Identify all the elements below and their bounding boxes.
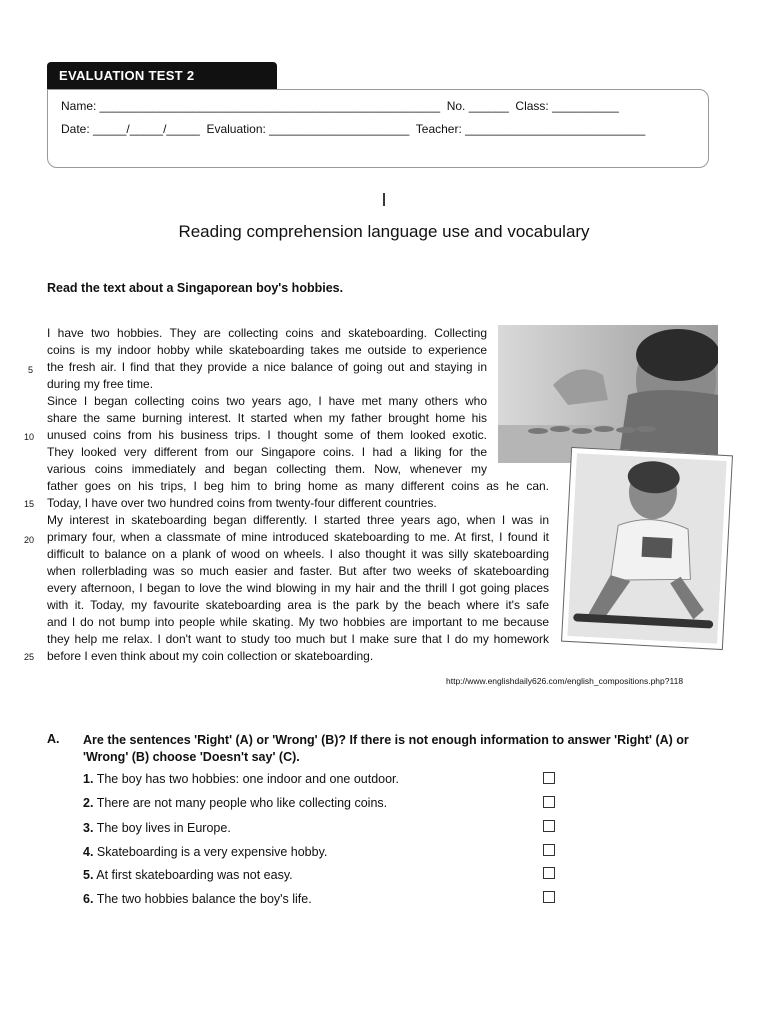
line-number: 15 xyxy=(24,499,35,509)
passage-line: They looked very different from our Singapore coins. I had a liking for the xyxy=(47,445,487,459)
question-text: Skateboarding is a very expensive hobby. xyxy=(96,845,328,859)
passage-line: during my free time. xyxy=(47,377,154,391)
line-number: 20 xyxy=(24,535,35,545)
question-number: 1. xyxy=(83,772,94,786)
passage-line: when rollerblading was so much easier and faster. But after two weeks of skateboarding xyxy=(47,564,549,578)
answer-checkbox[interactable] xyxy=(543,772,555,784)
question-item xyxy=(83,868,293,882)
passage-line: and I do not bump into people while skating. My two hobbies are important to me because xyxy=(47,615,549,629)
passage-line: coins is my indoor hobby while skateboarding takes me outside to experience xyxy=(47,343,487,357)
question-text: There are not many people who like collecting coins. xyxy=(96,796,388,810)
exercise-letter: A. xyxy=(47,732,60,746)
question-number: 3. xyxy=(83,821,94,835)
question-item xyxy=(83,892,312,906)
passage-line: before I even think about my coin collection or skateboarding. xyxy=(47,649,374,663)
line-number: 5 xyxy=(28,365,34,375)
question-text: The boy has two hobbies: one indoor and one outdoor. xyxy=(96,772,399,786)
exercise-prompt: Are the sentences 'Right' (A) or 'Wrong' (B)? If there is not enough information to answer 'Right' (A) or 'Wrong' (B) choose 'Doesn't say' (C). xyxy=(83,733,689,764)
source-url: http://www.englishdaily626.com/english_compositions.php?118 xyxy=(446,676,684,686)
question-number: 5. xyxy=(83,868,94,882)
section-title: Reading comprehension language use and vocabulary xyxy=(178,222,590,241)
question-item xyxy=(83,821,231,835)
question-text: The two hobbies balance the boy's life. xyxy=(96,892,312,906)
question-number: 4. xyxy=(83,845,94,859)
passage-line: unused coins from his business trips. I thought some of them looked exotic. xyxy=(47,428,487,442)
section-number: I xyxy=(381,190,387,210)
passage-line: I have two hobbies. They are collecting coins and skateboarding. Collecting xyxy=(47,326,487,340)
passage-line: every afternoon, I began to love the wind blowing in my hair and the thrill I got going places xyxy=(47,581,549,595)
question-item xyxy=(83,845,327,859)
passage-line: difficult to balance on a plank of wood on wheels. I also thought it was silly skateboarding xyxy=(47,547,549,561)
line-number: 10 xyxy=(24,432,35,442)
answer-checkbox[interactable] xyxy=(543,796,555,808)
answer-checkbox[interactable] xyxy=(543,820,555,832)
passage-line: Since I began collecting coins two years ago, I have met many others who xyxy=(47,394,487,408)
question-number: 6. xyxy=(83,892,94,906)
question-text: At first skateboarding was not easy. xyxy=(96,868,293,882)
question-item xyxy=(83,796,387,810)
student-info-box xyxy=(47,89,709,168)
passage-line: Today, I have over two hundred coins from twenty-four different countries. xyxy=(47,496,437,510)
date-evaluation-teacher-line: Date: _____/_____/_____ Evaluation: _____________________ Teacher: ___________________________ xyxy=(61,122,646,136)
test-title-tab: EVALUATION TEST 2 xyxy=(47,62,277,89)
question-number: 2. xyxy=(83,796,94,810)
answer-checkbox[interactable] xyxy=(543,844,555,856)
passage-line: share the same burning interest. It started when my father brought home his xyxy=(47,411,487,425)
passage-line: father goes on his trips, I beg him to bring home as many different coins as he can. xyxy=(47,479,549,493)
answer-checkbox[interactable] xyxy=(543,867,555,879)
name-number-class-line: Name: ___________________________________________________ No. ______ Class: __________ xyxy=(61,99,619,113)
line-number: 25 xyxy=(24,652,35,662)
answer-checkbox[interactable] xyxy=(543,891,555,903)
question-text: The boy lives in Europe. xyxy=(96,821,231,835)
passage-line: My interest in skateboarding began differently. I started three years ago, when I was in xyxy=(47,513,549,527)
passage-line: the fresh air. I find that they provide a nice balance of going out and staying in xyxy=(47,360,487,374)
question-item xyxy=(83,772,399,786)
passage-line: with it. Today, my favourite skateboarding area is the park by the beach where it's safe xyxy=(47,598,549,612)
passage-line: primary four, when a classmate of mine introduced skateboarding to me. At first, I found it xyxy=(47,530,549,544)
skateboarding-photo xyxy=(561,447,733,650)
passage-line: various coins immediately and began collecting them. Now, whenever my xyxy=(47,462,487,476)
coin-collecting-photo xyxy=(498,325,718,463)
passage-line: they help me relax. I don't want to study too much but I make sure that I do my homework xyxy=(47,632,549,646)
reading-instruction: Read the text about a Singaporean boy's hobbies. xyxy=(47,281,344,295)
